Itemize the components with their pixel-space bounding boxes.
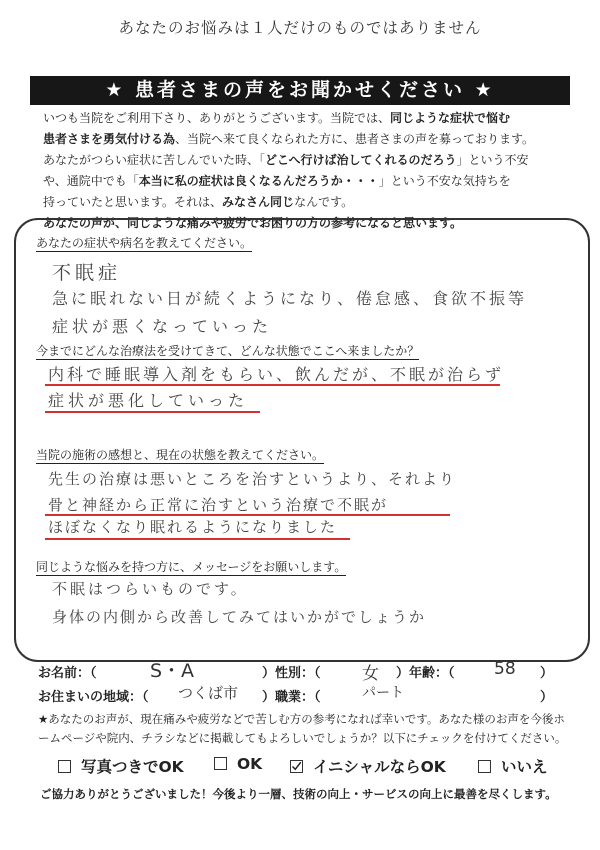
job-value: パート bbox=[362, 685, 404, 701]
intro-emphasis: どこへ行けば治してくれるのだろう bbox=[265, 153, 457, 167]
answer-symptoms-line1: 不眠症 bbox=[52, 262, 122, 284]
question-history-label: 今までにどんな治療法を受けてきて、どんな状態でここへ来ましたか？ bbox=[36, 344, 420, 358]
consent-note: ★あなたのお声が、現在痛みや疲労などで苦しむ方の参考になれば幸いです。あなた様のお声を今後ホームページや院内、チラシなどに掲載してもよろしいでしょうか？以下にチェックを付けてください。 bbox=[38, 712, 567, 745]
form-bracket-close: ） bbox=[540, 690, 554, 705]
answer-impression-line3: ほぼなくなり眠れるようになりました bbox=[48, 518, 338, 536]
name-value: S・A bbox=[150, 660, 195, 682]
age-label: ）年齢：（ bbox=[396, 666, 455, 681]
answer-symptoms-line3: 症状が悪くなっていった bbox=[52, 317, 273, 336]
answer-impression-line1: 先生の治療は悪いところを治すというより、それより bbox=[48, 470, 457, 488]
question-impression bbox=[36, 446, 324, 463]
gender-value: 女 bbox=[362, 664, 379, 684]
option-photo-ok[interactable] bbox=[58, 755, 184, 777]
option-initial-ok[interactable] bbox=[290, 755, 446, 777]
intro-emphasis: みなさん同じ bbox=[222, 195, 295, 209]
intro-text bbox=[43, 108, 563, 234]
intro-text: 持っていたと思います。それは、 bbox=[43, 195, 223, 209]
answer-symptoms-line2: 急に眠れない日が続くようになり、倦怠感、食欲不振等 bbox=[52, 289, 528, 308]
intro-emphasis: 同じような症状で悩む bbox=[390, 111, 511, 125]
red-underline bbox=[45, 538, 350, 540]
intro-text: 」という不安 bbox=[456, 153, 529, 167]
form-bracket-close: ） bbox=[540, 666, 554, 681]
thanks-message: ご協力ありがとうございました！今後より一層、技術の向上・サービスの向上に最善を尽くします。 bbox=[40, 787, 557, 801]
age-value: 58 bbox=[494, 659, 516, 679]
intro-text: や、通院中でも「 bbox=[43, 174, 139, 188]
red-underline bbox=[45, 411, 260, 413]
option-ok[interactable] bbox=[214, 755, 262, 773]
question-symptoms bbox=[36, 234, 252, 251]
red-underline bbox=[45, 384, 500, 386]
answer-message-line2: 身体の内側から改善してみてはいかがでしょうか bbox=[52, 608, 427, 626]
option-label: イニシャルならOK bbox=[313, 758, 446, 776]
question-history bbox=[36, 342, 419, 359]
area-value: つくば市 bbox=[178, 684, 239, 702]
question-symptoms-label: あなたの症状や病名を教えてください。 bbox=[36, 236, 253, 250]
intro-text: あなたがつらい症状に苦しんでいた時、「 bbox=[43, 153, 266, 167]
page-subtitle: あなたのお悩みは１人だけのものではありません bbox=[118, 19, 482, 37]
intro-text: 」という不安な気持ちを bbox=[378, 174, 511, 188]
answer-history-line2: 症状が悪化していった bbox=[48, 391, 249, 410]
checkbox-icon[interactable] bbox=[478, 760, 491, 773]
intro-emphasis: あなたの声が、同じような痛みや疲労でお困りの方の参考になると思います。 bbox=[43, 216, 463, 230]
check-mark-icon bbox=[291, 761, 302, 772]
option-label: いいえ bbox=[501, 758, 548, 776]
page-banner-title: ★ 患者さまの声をお聞かせください ★ bbox=[30, 76, 570, 105]
checkbox-icon[interactable] bbox=[58, 760, 71, 773]
intro-text: 、当院へ来て良くなられた方に、患者さまの声を募っております。 bbox=[175, 132, 535, 146]
answer-message-line1: 不眠はつらいものです。 bbox=[52, 580, 249, 598]
intro-emphasis: 本当に私の症状は良くなるんだろうか・・・ bbox=[138, 174, 379, 188]
option-no[interactable] bbox=[478, 755, 548, 777]
checkbox-icon[interactable] bbox=[214, 757, 227, 770]
answer-impression-line2: 骨と神経から正常に治すという治療で不眠が bbox=[48, 496, 389, 514]
question-impression-label: 当院の施術の感想と、現在の状態を教えてください。 bbox=[36, 448, 325, 462]
name-label: お名前：（ bbox=[38, 666, 97, 681]
intro-emphasis: 患者さまを勇気付ける為 bbox=[43, 132, 176, 146]
job-label: ）職業：（ bbox=[262, 690, 321, 705]
checkbox-checked-icon[interactable] bbox=[290, 760, 303, 773]
option-label: 写真つきでOK bbox=[81, 758, 184, 776]
answer-history-line1: 内科で睡眠導入剤をもらい、飲んだが、不眠が治らず bbox=[48, 365, 505, 384]
intro-text: なんです。 bbox=[294, 195, 354, 209]
question-message bbox=[36, 558, 346, 575]
question-message-label: 同じような悩みを持つ方に、メッセージをお願いします。 bbox=[36, 560, 347, 574]
option-label: OK bbox=[237, 755, 263, 773]
intro-text: いつも当院をご利用下さり、ありがとうございます。当院では、 bbox=[43, 111, 391, 125]
gender-label: ）性別：（ bbox=[262, 666, 321, 681]
area-label: お住まいの地域：（ bbox=[38, 690, 149, 705]
